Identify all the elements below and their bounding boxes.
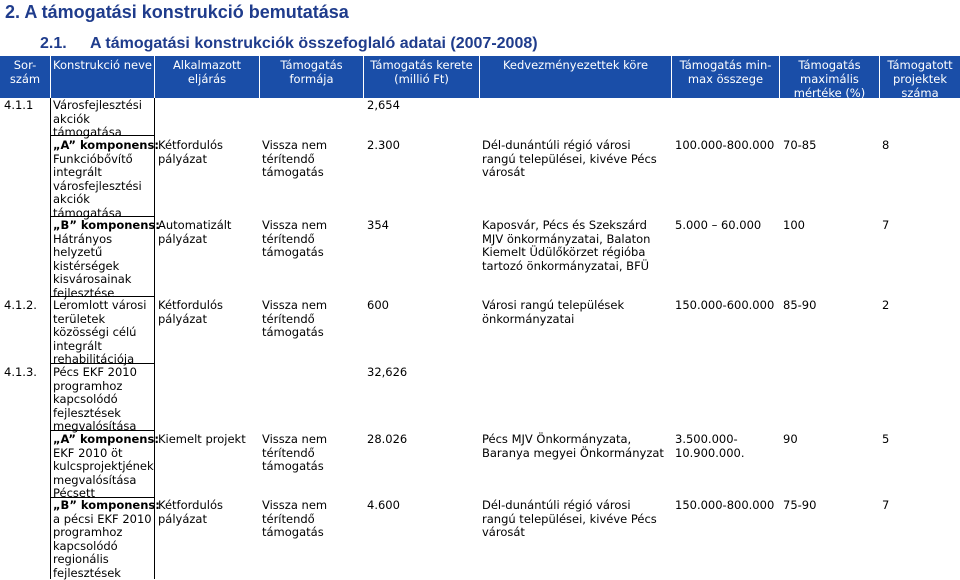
kedvezmenyezettek-value: Dél-dunántúli régió városi rangú települései, kivéve Pécs városát — [482, 498, 657, 539]
keret-value: 32,626 — [367, 365, 408, 379]
eljaras-value: Kétfordulós pályázat — [158, 498, 223, 526]
konstrukcio-name: Pécs EKF 2010 programhoz kapcsolódó fejlesztések megvalósítása — [53, 365, 137, 433]
header-min-max: Támogatás min- max összege — [679, 58, 772, 86]
section-number: 2.1. — [40, 35, 67, 52]
forma-value: Vissza nem térítendő támogatás — [262, 298, 328, 339]
projektek-value: 7 — [882, 498, 890, 512]
component-text: Funkcióbővítő integrált városfejlesztési akciók támogatása — [53, 151, 142, 220]
mertek-value: 85-90 — [783, 298, 817, 312]
konstrukcio-name — [53, 499, 160, 580]
forma-value: Vissza nem térítendő támogatás — [262, 138, 328, 179]
eljaras-value: Automatizált pályázat — [158, 218, 232, 246]
header-projektek-szama: Támogatott projektek száma — [887, 58, 953, 100]
mertek-value: 90 — [783, 432, 798, 446]
header-sorszam: Sor- szám — [9, 58, 41, 86]
eljaras-value: Kétfordulós pályázat — [158, 298, 223, 326]
row-number: 4.1.3. — [4, 365, 37, 379]
keret-value: 600 — [367, 298, 389, 312]
forma-value: Vissza nem térítendő támogatás — [262, 498, 328, 539]
component-label: „B” komponens: — [53, 498, 160, 512]
konstrukcio-name — [53, 219, 160, 300]
minmax-value: 100.000-800.000 — [675, 138, 775, 152]
kedvezmenyezettek-value: Kaposvár, Pécs és Szekszárd MJV önkormányzatai, Balaton Kiemelt Üdülőkörzet régióba tartozó önkormányzatai, BFÜ — [482, 218, 651, 273]
keret-value: 354 — [367, 218, 389, 232]
forma-value: Vissza nem térítendő támogatás — [262, 218, 328, 259]
section-text: A támogatási konstrukciók összefoglaló adatai (2007-2008) — [90, 35, 538, 52]
header-alkalmazott-eljaras: Alkalmazott eljárás — [172, 58, 242, 86]
minmax-value: 3.500.000- 10.900.000. — [675, 432, 745, 460]
projektek-value: 2 — [882, 298, 890, 312]
eljaras-value: Kiemelt projekt — [158, 432, 246, 446]
header-tamogatas-formaja: Támogatás formája — [280, 58, 343, 86]
component-label: „A” komponens: — [53, 138, 159, 152]
keret-value: 2.300 — [367, 138, 400, 152]
section-title — [40, 35, 538, 53]
keret-value: 4.600 — [367, 498, 400, 512]
kedvezmenyezettek-value: Dél-dunántúli régió városi rangú települései, kivéve Pécs városát — [482, 138, 657, 179]
kedvezmenyezettek-value: Városi rangú települések önkormányzatai — [482, 298, 625, 326]
projektek-value: 8 — [882, 138, 890, 152]
component-text: EKF 2010 öt kulcsprojektjének megvalósítása Pécsett — [53, 445, 154, 500]
projektek-value: 5 — [882, 432, 890, 446]
header-maximalis-mertek: Támogatás maximális mértéke (%) — [793, 58, 866, 100]
keret-value: 28.026 — [367, 432, 408, 446]
mertek-value: 100 — [783, 218, 805, 232]
page-title: 2. A támogatási konstrukció bemutatása — [5, 2, 349, 22]
component-text: Hátrányos helyzetű kistérségek kisvárosainak fejlesztése — [53, 231, 132, 300]
konstrukcio-name — [53, 433, 159, 501]
konstrukcio-name: Leromlott városi területek közösségi célú integrált rehabilitációja — [53, 298, 147, 366]
row-number: 4.1.1 — [4, 98, 34, 112]
header-konstrukcio-neve: Konstrukció neve — [53, 58, 152, 72]
component-text: a pécsi EKF 2010 programhoz kapcsolódó regionális fejlesztések — [53, 511, 152, 580]
konstrukcio-name: Városfejlesztési akciók támogatása — [53, 98, 142, 139]
kedvezmenyezettek-value: Pécs MJV Önkormányzata, Baranya megyei Önkormányzat — [482, 432, 664, 460]
konstrukcio-name — [53, 139, 159, 220]
projektek-value: 7 — [882, 218, 890, 232]
forma-value: Vissza nem térítendő támogatás — [262, 432, 328, 473]
component-label: „A” komponens: — [53, 432, 159, 446]
minmax-value: 5.000 – 60.000 — [675, 218, 762, 232]
keret-value: 2,654 — [367, 98, 400, 112]
header-kedvezmenyezettek: Kedvezményezettek köre — [502, 58, 649, 72]
mertek-value: 70-85 — [783, 138, 817, 152]
eljaras-value: Kétfordulós pályázat — [158, 138, 223, 166]
header-tamogatas-kerete: Támogatás kerete (millió Ft) — [370, 58, 473, 86]
minmax-value: 150.000-600.000 — [675, 298, 775, 312]
minmax-value: 150.000-800.000 — [675, 498, 775, 512]
column-divider — [50, 98, 51, 579]
component-label: „B” komponens: — [53, 218, 160, 232]
mertek-value: 75-90 — [783, 498, 817, 512]
row-number: 4.1.2. — [4, 298, 37, 312]
